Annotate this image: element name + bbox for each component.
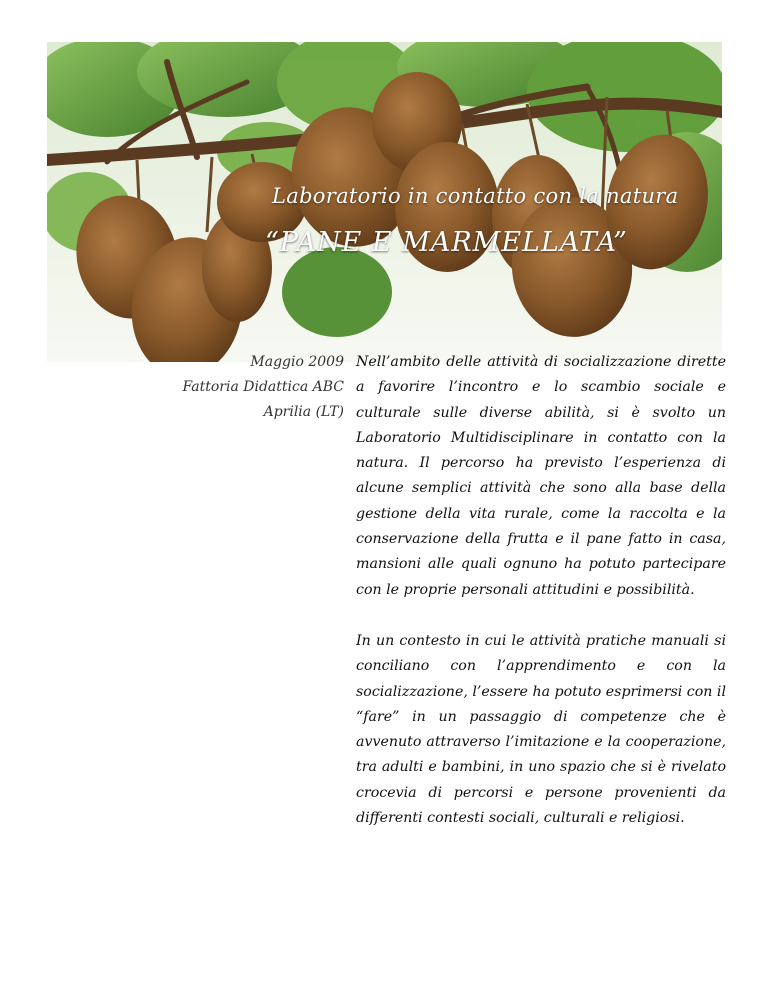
article-body [356, 350, 726, 857]
meta-location: Aprilia (LT) [263, 404, 344, 420]
paragraph-2: In un contesto in cui le attività pratiche manuali si conciliano con l’apprendimento e con la socializzazione, l’essere ha potuto esprimersi con il “fare” in un passaggio di competenze che è avvenuto attraverso l’imitazione e la cooperazione, tra adulti e bambini, in uno spazio che si è rivelato crocevia di percorsi e persone provenienti da differenti contesti sociali, culturali e religiosi. [356, 632, 727, 827]
meta-date: Maggio 2009 [250, 354, 344, 370]
meta-info [182, 350, 344, 425]
page-title: Laboratorio in contatto con la natura [272, 184, 679, 208]
hero-image [47, 42, 722, 362]
meta-place: Fattoria Didattica ABC [182, 379, 344, 395]
paragraph-1: Nell’ambito delle attività di socializzazione dirette a favorire l’incontro e lo scambio sociale e culturale sulle diverse abilità, si è svolto un Laboratorio Multidisciplinare in contatto con la natura. Il percorso ha previsto l’esperienza di alcune semplici attività che sono alla base della gestione della vita rurale, come la raccolta e la conservazione della frutta e il pane fatto in casa, mansioni alle quali ognuno ha potuto partecipare con le proprie personali attitudini e possibilità. [356, 354, 726, 598]
page-subtitle: “PANE E MARMELLATA” [265, 227, 628, 258]
